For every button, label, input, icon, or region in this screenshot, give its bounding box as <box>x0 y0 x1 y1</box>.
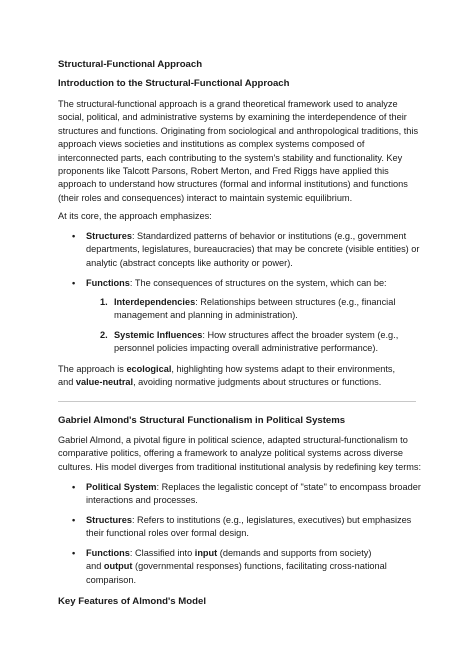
list-item-structures: • Structures: Standardized patterns of behavior or institutions (e.g., government departments, legislatures, bureaucracies) that may be concrete (visible entities) or analytic (abstract concepts like authority or power). <box>58 230 424 270</box>
almond-list <box>58 481 424 508</box>
functions-sublist <box>58 296 424 323</box>
functions-sublist-2 <box>58 329 424 356</box>
list-item-almond-structures: • Structures: Refers to institutions (e.g., legislatures, executives) but emphasizes their functional roles over formal design. <box>58 514 424 541</box>
section-heading-key-features: Key Features of Almond's Model <box>58 596 206 607</box>
almond-paragraph: Gabriel Almond, a pivotal figure in political science, adapted structural-functionalism to comparative politics, offering a framework to analyze political systems across diverse cultures. His model diverges from traditional institutional analysis by redefining key terms: <box>58 435 422 472</box>
almond-list-2 <box>58 514 424 541</box>
list-item-almond-functions: • Functions: Classified into input (demands and supports from society) and output (governmental responses) functions, facilitating cross-national comparison. <box>58 547 424 587</box>
almond-list-3 <box>58 547 424 587</box>
list-item-political-system: • Political System: Replaces the legalistic concept of "state" to encompass broader interactions and processes. <box>58 481 424 508</box>
section-heading-intro: Introduction to the Structural-Functional Approach <box>58 78 290 89</box>
intro-paragraph: The structural-functional approach is a grand theoretical framework used to analyze social, political, and administrative systems by examining the interdependence of their structures and functions. Originating from sociological and anthropological traditions, this approach views societies and institutions as complex systems composed of interconnected parts, each contributing to the system's stability and functionality. Key proponents like Talcott Parsons, Robert Merton, and Fred Riggs have applied this approach to understand how structures (formal and informal institutions) and functions (their roles and consequences) interact to maintain systemic equilibrium. <box>58 99 419 203</box>
section-divider <box>58 401 416 402</box>
sublist-item-systemic-influences: 2. Systemic Influences: How structures affect the broader system (e.g., personnel policies impacting overall administrative performance). <box>100 330 399 354</box>
section-heading-almond: Gabriel Almond's Structural Functionalism in Political Systems <box>58 415 346 426</box>
approach-summary: The approach is ecological, highlighting how systems adapt to their environments, and value-neutral, avoiding normative judgments about structures or functions. <box>58 364 396 388</box>
sublist-item-interdependencies: 1. Interdependencies: Relationships between structures (e.g., financial management and planning in administration). <box>100 297 396 321</box>
document-title: Structural-Functional Approach <box>58 59 203 70</box>
emphasis-lead: At its core, the approach emphasizes: <box>58 211 212 221</box>
emphasis-list-2 <box>58 277 424 290</box>
list-item-functions: • Functions: The consequences of structures on the system, which can be: <box>58 277 424 290</box>
emphasis-list <box>58 230 424 270</box>
